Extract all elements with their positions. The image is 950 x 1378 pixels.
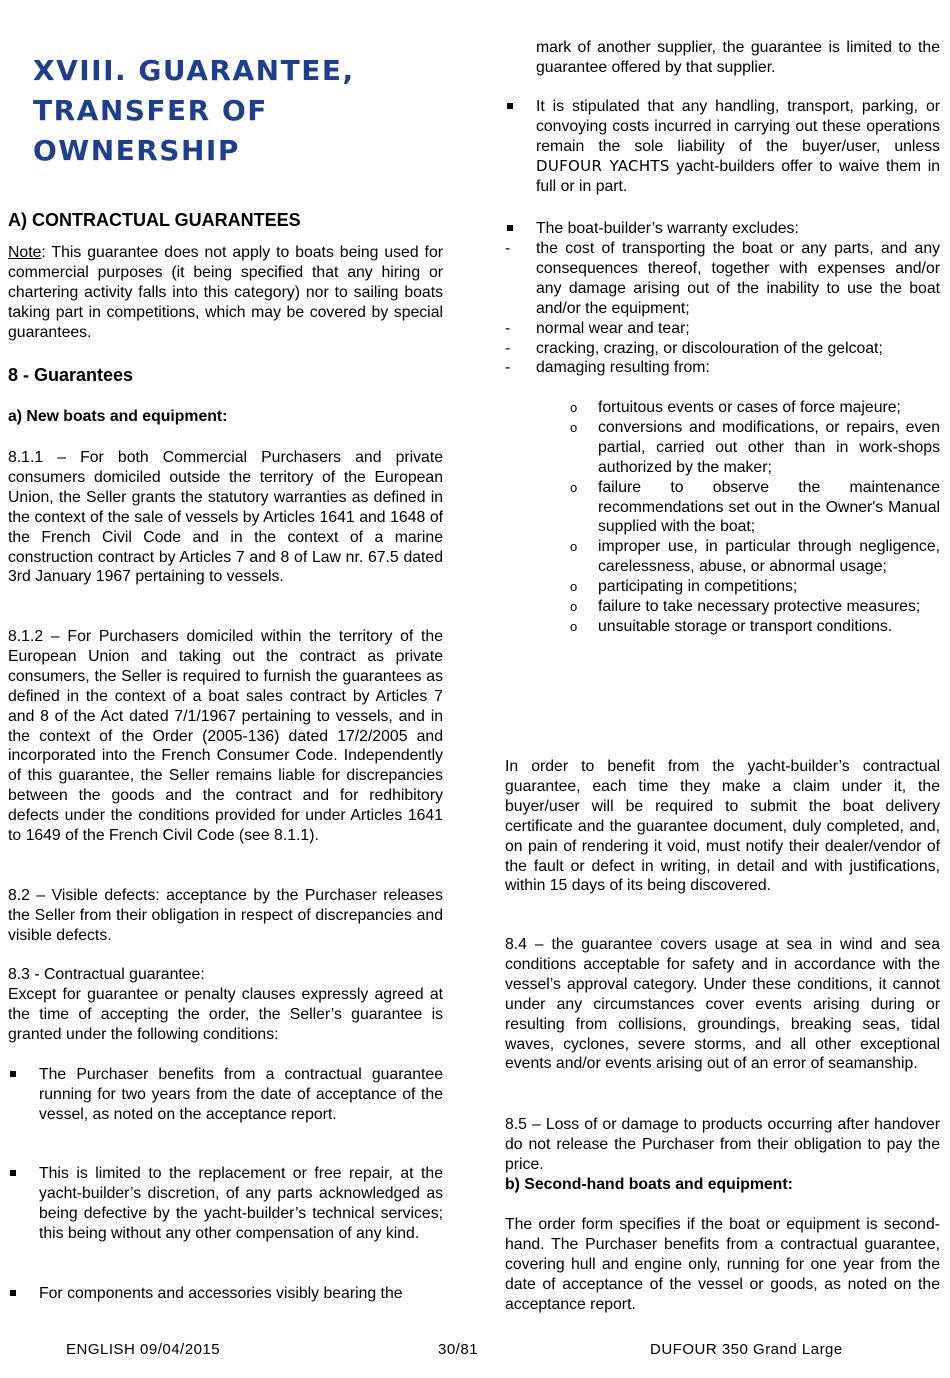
bullet-4-post: yacht-builders offer to waive them in full or in part. bbox=[536, 157, 940, 195]
note-paragraph bbox=[8, 243, 443, 343]
conditions-list-left-3 bbox=[8, 1284, 443, 1304]
bullet-continuation: mark of another supplier, the guarantee is limited to the guarantee offered by that supplier. bbox=[536, 39, 940, 76]
heading-second-hand: b) Second-hand boats and equipment: bbox=[505, 1176, 793, 1193]
damage-cause-item: o unsuitable storage or transport conditions. bbox=[567, 617, 940, 637]
exclusions-list bbox=[505, 239, 940, 378]
paragraph-8-1-1: 8.1.1 – For both Commercial Purchasers and private consumers domiciled outside the territory of the European Union, the Seller grants the statutory warranties as defined in the context of the sale of vessels by Articles 1641 and 1648 of the French Civil Code and in the context of a marine construction contract by Articles 7 and 8 of Law nr. 67.5 dated 3rd January 1967 pertaining to vessels. bbox=[8, 449, 443, 586]
paragraph-8-3 bbox=[8, 965, 443, 1045]
footer-model-name: DUFOUR 350 Grand Large bbox=[650, 1341, 843, 1358]
damage-cause-item: o failure to observe the maintenance recommendations set out in the Owner's Manual supplied with the boat; bbox=[567, 478, 940, 538]
conditions-list-left bbox=[8, 1065, 443, 1125]
section-title bbox=[33, 51, 355, 171]
title-line-2: TRANSFER OF bbox=[33, 94, 268, 127]
paragraph-second-hand: The order form specifies if the boat or equipment is second-hand. The Purchaser benefits from a contractual guarantee, covering hull and engine only, running for one year from the date of acceptance of the vessel or goods, as noted on the acceptance report. bbox=[505, 1216, 940, 1313]
bullet-4-pre: It is stipulated that any handling, transport, parking, or convoying costs incurred in carrying out these operations remain the sole liability of the buyer/user, unless bbox=[536, 98, 940, 155]
list-item: The Purchaser benefits from a contractual guarantee running for two years from the date of acceptance of the vessel, as noted on the acceptance report. bbox=[8, 1065, 443, 1125]
conditions-list-right bbox=[505, 97, 940, 197]
paragraph-8-2: 8.2 – Visible defects: acceptance by the Purchaser releases the Seller from their obligation in respect of discrepancies and visible defects. bbox=[8, 887, 443, 944]
list-item: For components and accessories visibly bearing the bbox=[8, 1284, 443, 1304]
damage-causes-list bbox=[505, 398, 940, 637]
exclusions-intro: The boat-builder’s warranty excludes: bbox=[536, 220, 799, 237]
exclusion-item: - the cost of transporting the boat or any parts, and any consequences thereof, together with expenses and/or any damage arising out of the inability to use the boat and/or the equipment; bbox=[505, 239, 940, 319]
list-item bbox=[505, 97, 940, 197]
conditions-list-left-2 bbox=[8, 1164, 443, 1244]
damage-cause-item: o participating in competitions; bbox=[567, 577, 940, 597]
brand-name: DUFOUR YACHTS bbox=[536, 156, 670, 175]
paragraph-8-3-title: 8.3 - Contractual guarantee: bbox=[8, 966, 205, 983]
exclusions-block bbox=[505, 219, 940, 239]
exclusion-item: - normal wear and tear; bbox=[505, 319, 940, 339]
paragraph-8-1-2: 8.1.2 – For Purchasers domiciled within the territory of the European Union and taking out the contract as private consumers, the Seller is required to furnish the guarantees as defined in the context of a boat sales contract by Articles 7 and 8 of the Act dated 7/1/1967 pertaining to vessels, and in the context of the Order (2005-136) dated 17/2/2005 and incorporated into the French Consumer Code. Independently of this guarantee, the Seller remains liable for discrepancies between the goods and the contract and for redhibitory defects under the conditions provided for under Articles 1641 to 1649 of the French Civil Code (see 8.1.1). bbox=[8, 628, 443, 845]
damage-cause-item: o fortuitous events or cases of force majeure; bbox=[567, 398, 940, 418]
heading-contractual-guarantees: A) CONTRACTUAL GUARANTEES bbox=[8, 210, 301, 230]
paragraph-8-3-text: Except for guarantee or penalty clauses expressly agreed at the time of accepting the order, the Seller’s guarantee is granted under the following conditions: bbox=[8, 985, 443, 1043]
heading-new-boats: a) New boats and equipment: bbox=[8, 408, 228, 425]
paragraph-8-5: 8.5 – Loss of or damage to products occurring after handover do not release the Purchaser from their obligation to pay the price. bbox=[505, 1116, 940, 1173]
note-text: : This guarantee does not apply to boats being used for commercial purposes (it being specified that any hiring or chartering activity falls into this category) nor to sailing boats taking part in competitions, which may be covered by special guarantees. bbox=[8, 244, 443, 341]
paragraph-claim: In order to benefit from the yacht-builder’s contractual guarantee, each time they make a claim under it, the buyer/user will be required to submit the boat delivery certificate and the guarantee document, duly completed, and, on pain of rendering it void, must notify their dealer/vendor of the fault or defect in writing, in detail and with justifications, within 15 days of its being discovered. bbox=[505, 758, 940, 895]
list-item bbox=[505, 219, 940, 239]
exclusion-item: - damaging resulting from: bbox=[505, 358, 940, 378]
damage-cause-item: o failure to take necessary protective measures; bbox=[567, 597, 940, 617]
list-item: This is limited to the replacement or free repair, at the yacht-builder’s discretion, of any parts acknowledged as being defective by the yacht-builder’s technical services; this being without any other compensation of any kind. bbox=[8, 1164, 443, 1244]
footer-language-date: ENGLISH 09/04/2015 bbox=[66, 1341, 221, 1358]
title-line-1: XVIII. GUARANTEE, bbox=[33, 54, 355, 87]
note-label: Note bbox=[8, 244, 42, 261]
heading-guarantees: 8 - Guarantees bbox=[8, 365, 134, 385]
exclusion-item: - cracking, crazing, or discolouration of the gelcoat; bbox=[505, 339, 940, 359]
paragraph-8-4: 8.4 – the guarantee covers usage at sea in wind and sea conditions acceptable for safety and in accordance with the vessel’s approval category. Under these conditions, it cannot under any circumstances cover events arising during or resulting from collisions, groundings, breaking seas, tidal waves, cyclones, severe storms, and all other exceptional events and/or events arising out of an error of seamanship. bbox=[505, 936, 940, 1073]
damage-cause-item: o conversions and modifications, or repairs, even partial, carried out other than in work-shops authorized by the maker; bbox=[567, 418, 940, 478]
footer-page-number: 30/81 bbox=[438, 1341, 479, 1358]
title-line-3: OWNERSHIP bbox=[33, 134, 240, 167]
damage-cause-item: o improper use, in particular through negligence, carelessness, abuse, or abnormal usage; bbox=[567, 537, 940, 577]
